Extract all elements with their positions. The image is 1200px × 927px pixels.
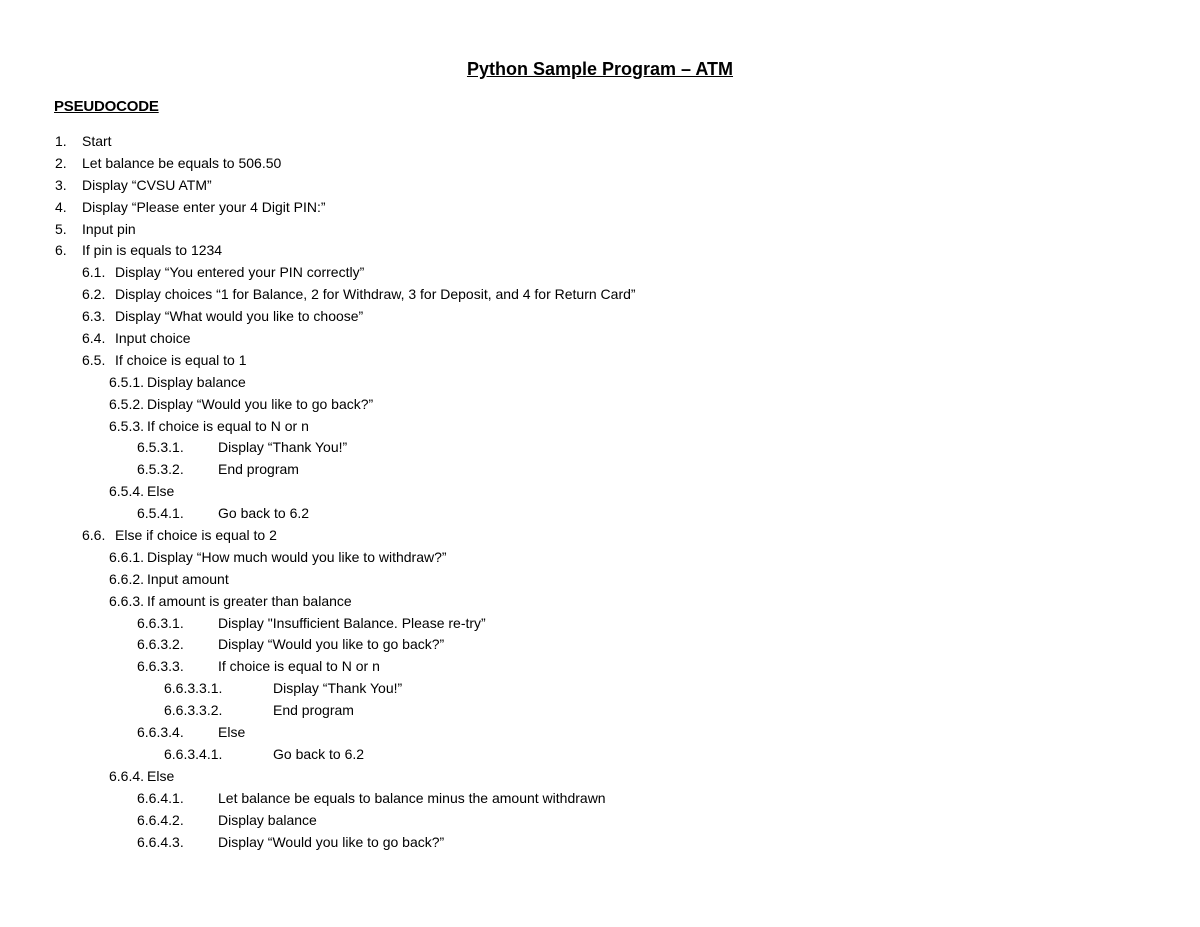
step-text: End program (273, 702, 354, 719)
step-number: 6.6.4.3. (137, 833, 184, 850)
step-text: Display balance (147, 373, 246, 390)
list-item (0, 678, 1200, 700)
step-number: 5. (55, 220, 67, 237)
list-item (0, 459, 1200, 481)
list-item (0, 416, 1200, 438)
list-item (0, 197, 1200, 219)
step-text: Display "Insufficient Balance. Please re-try” (218, 614, 486, 631)
step-number: 6.4. (82, 330, 106, 347)
step-text: Input amount (147, 570, 229, 587)
step-number: 6.6.1. (109, 548, 145, 565)
step-text: If choice is equal to N or n (147, 417, 309, 434)
list-item (0, 525, 1200, 547)
section-heading: PSEUDOCODE (54, 98, 159, 115)
step-text: If pin is equals to 1234 (82, 242, 223, 259)
step-text: If choice is equal to N or n (218, 658, 380, 675)
list-item (0, 328, 1200, 350)
list-item (0, 372, 1200, 394)
step-number: 6.6. (82, 527, 106, 544)
step-number: 6.1. (82, 264, 106, 281)
step-number: 6.6.3.3.1. (164, 680, 223, 697)
step-text: If choice is equal to 1 (115, 351, 247, 368)
step-text: Start (82, 133, 112, 149)
list-item (0, 394, 1200, 416)
step-number: 6.6.3.1. (137, 614, 184, 631)
step-text: If amount is greater than balance (147, 592, 352, 609)
step-number: 6.2. (82, 286, 106, 303)
list-item (0, 656, 1200, 678)
list-item (0, 219, 1200, 241)
step-number: 6.3. (82, 308, 106, 325)
step-text: Let balance be equals to balance minus the amount withdrawn (218, 789, 606, 806)
step-number: 6.6.4.2. (137, 811, 184, 828)
step-number: 6.6.3.4.1. (164, 745, 223, 762)
page-title: Python Sample Program – ATM (466, 59, 734, 79)
step-number: 6.5.3. (109, 417, 145, 434)
step-number: 2. (55, 154, 67, 171)
step-number: 6.6.2. (109, 570, 145, 587)
step-text: Display “Thank You!” (273, 680, 403, 697)
step-number: 6.5.4. (109, 483, 145, 500)
list-item (0, 591, 1200, 613)
step-number: 6.5.2. (109, 395, 145, 412)
step-number: 6.6.3. (109, 592, 145, 609)
step-text: Go back to 6.2 (273, 745, 365, 762)
step-text: Display “Please enter your 4 Digit PIN:” (82, 198, 326, 215)
pseudocode-list (0, 131, 1200, 853)
list-item (0, 350, 1200, 372)
list-item (0, 306, 1200, 328)
list-item (0, 547, 1200, 569)
step-number: 6.5.3.2. (137, 461, 184, 478)
step-number: 6.6.3.2. (137, 636, 184, 653)
step-number: 1. (55, 133, 67, 149)
step-text: Else if choice is equal to 2 (115, 527, 277, 544)
step-text: Display balance (218, 811, 317, 828)
step-text: Else (218, 724, 246, 741)
step-number: 6.5.4.1. (137, 505, 184, 522)
list-item (0, 788, 1200, 810)
list-item (0, 613, 1200, 635)
list-item (0, 175, 1200, 197)
list-item (0, 744, 1200, 766)
step-text: Display choices “1 for Balance, 2 for Withdraw, 3 for Deposit, and 4 for Return Card” (115, 286, 636, 303)
step-number: 6.6.4.1. (137, 789, 184, 806)
step-text: Display “CVSU ATM” (82, 176, 212, 193)
list-item (0, 766, 1200, 788)
step-number: 6. (55, 242, 67, 259)
step-text: Let balance be equals to 506.50 (82, 154, 282, 171)
step-number: 6.5.3.1. (137, 439, 184, 456)
list-item (0, 634, 1200, 656)
step-text: Display “Would you like to go back?” (147, 395, 374, 412)
step-number: 6.6.3.3. (137, 658, 184, 675)
list-item (0, 832, 1200, 854)
list-item (0, 262, 1200, 284)
step-text: Input pin (82, 220, 136, 237)
list-item (0, 240, 1200, 262)
step-text: Go back to 6.2 (218, 505, 310, 522)
step-number: 6.6.4. (109, 767, 145, 784)
list-item (0, 437, 1200, 459)
step-text: Display “How much would you like to withdraw?” (147, 548, 447, 565)
step-text: Display “Thank You!” (218, 439, 348, 456)
step-text: Else (147, 483, 175, 500)
step-number: 6.5.1. (109, 373, 145, 390)
list-item (0, 700, 1200, 722)
list-item (0, 810, 1200, 832)
step-number: 4. (55, 198, 67, 215)
step-text: Display “You entered your PIN correctly” (115, 264, 365, 281)
list-item (0, 131, 1200, 153)
list-item (0, 153, 1200, 175)
step-text: Display “Would you like to go back?” (218, 833, 445, 850)
step-number: 6.6.3.3.2. (164, 702, 223, 719)
list-item (0, 569, 1200, 591)
step-number: 6.6.3.4. (137, 724, 184, 741)
step-text: Else (147, 767, 175, 784)
step-number: 3. (55, 176, 67, 193)
step-text: End program (218, 461, 299, 478)
step-text: Display “Would you like to go back?” (218, 636, 445, 653)
step-text: Input choice (115, 330, 191, 347)
list-item (0, 284, 1200, 306)
list-item (0, 481, 1200, 503)
list-item (0, 503, 1200, 525)
list-item (0, 722, 1200, 744)
step-number: 6.5. (82, 351, 106, 368)
step-text: Display “What would you like to choose” (115, 308, 364, 325)
